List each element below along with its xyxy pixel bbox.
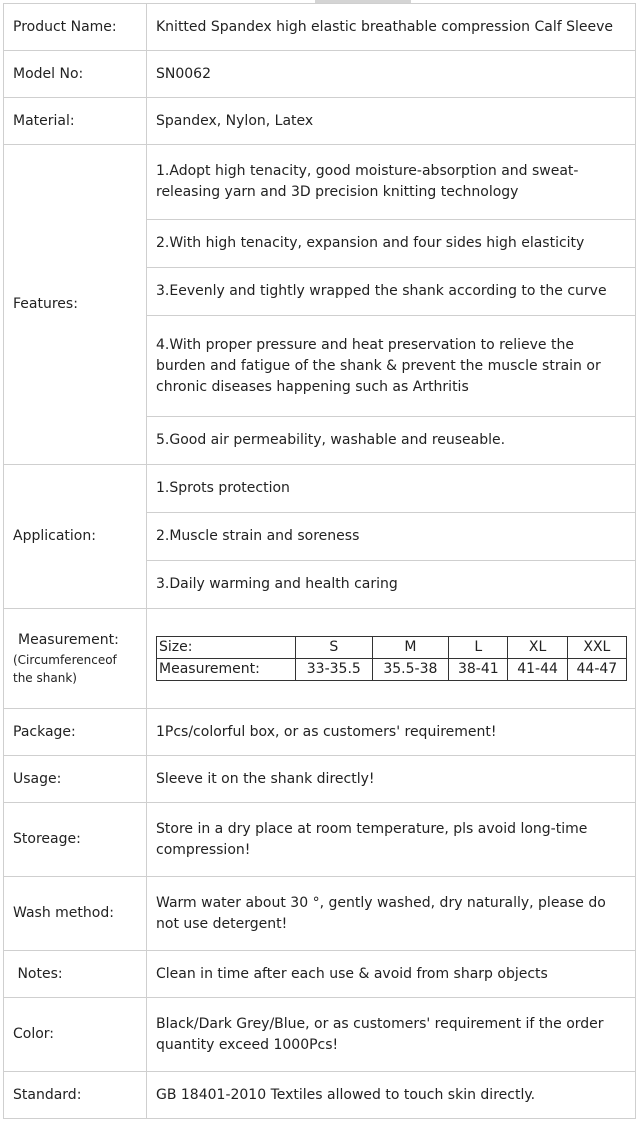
size-cell: M <box>372 637 449 659</box>
row-standard <box>4 1072 636 1119</box>
feature-text: 1.Adopt high tenacity, good moisture-absorption and sweat-releasing yarn and 3D precision knitting technology <box>156 163 579 200</box>
product-name-label: Product Name: <box>4 4 147 51</box>
notes-label <box>4 951 147 998</box>
measurement-label: Measurement: <box>18 632 119 648</box>
application-item <box>147 513 635 561</box>
storage-value: Store in a dry place at room temperature, pls avoid long-time compression! <box>147 803 636 877</box>
feature-item <box>147 220 635 268</box>
size-header: Size: <box>157 637 296 659</box>
row-usage <box>4 756 636 803</box>
feature-item <box>147 145 635 220</box>
row-application <box>4 465 636 609</box>
measurement-cell: 38-41 <box>449 659 508 681</box>
row-material <box>4 98 636 145</box>
application-text: 1.Sprots protection <box>156 480 290 496</box>
package-label: Package: <box>4 709 147 756</box>
application-text: 3.Daily warming and health caring <box>156 576 398 592</box>
size-row <box>157 637 627 659</box>
feature-text: 2.With high tenacity, expansion and four sides high elasticity <box>156 235 585 251</box>
feature-text: 4.With proper pressure and heat preservation to relieve the burden and fatigue of the shank & prevent the muscle strain or chronic diseases happening such as Arthritis <box>156 336 601 395</box>
model-no-label: Model No: <box>4 51 147 98</box>
wash-method-label: Wash method: <box>4 877 147 951</box>
product-name-value: Knitted Spandex high elastic breathable compression Calf Sleeve <box>147 4 636 51</box>
application-list <box>147 465 636 609</box>
row-measurement <box>4 609 636 709</box>
color-value: Black/Dark Grey/Blue, or as customers' requirement if the order quantity exceed 1000Pcs! <box>147 998 636 1072</box>
row-product-name <box>4 4 636 51</box>
size-cell: XXL <box>567 637 626 659</box>
row-wash-method <box>4 877 636 951</box>
package-value: 1Pcs/colorful box, or as customers' requirement! <box>147 709 636 756</box>
row-notes <box>4 951 636 998</box>
size-table <box>156 636 627 681</box>
measurement-value-cell <box>147 609 636 709</box>
feature-item <box>147 417 635 464</box>
application-item <box>147 561 635 608</box>
size-cell: XL <box>508 637 567 659</box>
measurement-cell: 44-47 <box>567 659 626 681</box>
feature-text: 5.Good air permeability, washable and reuseable. <box>156 432 506 448</box>
measurement-label-cell <box>4 609 147 709</box>
size-cell: L <box>449 637 508 659</box>
measurement-header: Measurement: <box>157 659 296 681</box>
feature-item <box>147 268 635 316</box>
standard-label: Standard: <box>4 1072 147 1119</box>
application-text: 2.Muscle strain and soreness <box>156 528 360 544</box>
storage-label: Storeage: <box>4 803 147 877</box>
feature-text: 3.Eevenly and tightly wrapped the shank according to the curve <box>156 283 607 299</box>
row-model-no <box>4 51 636 98</box>
measurement-note: (Circumferenceof the shank) <box>13 653 117 685</box>
row-package <box>4 709 636 756</box>
usage-value: Sleeve it on the shank directly! <box>147 756 636 803</box>
color-label: Color: <box>4 998 147 1072</box>
features-list <box>147 145 636 465</box>
row-features <box>4 145 636 465</box>
usage-label: Usage: <box>4 756 147 803</box>
features-label: Features: <box>4 145 147 465</box>
model-no-value: SN0062 <box>147 51 636 98</box>
feature-item <box>147 316 635 417</box>
notes-label-text: Notes: <box>17 965 63 982</box>
row-color <box>4 998 636 1072</box>
notes-value: Clean in time after each use & avoid from sharp objects <box>147 951 636 998</box>
measurement-cell: 33-35.5 <box>296 659 373 681</box>
application-item <box>147 465 635 513</box>
size-cell: S <box>296 637 373 659</box>
row-storage <box>4 803 636 877</box>
measurement-row <box>157 659 627 681</box>
measurement-cell: 41-44 <box>508 659 567 681</box>
material-value: Spandex, Nylon, Latex <box>147 98 636 145</box>
material-label: Material: <box>4 98 147 145</box>
standard-value: GB 18401-2010 Textiles allowed to touch skin directly. <box>147 1072 636 1119</box>
measurement-cell: 35.5-38 <box>372 659 449 681</box>
application-label: Application: <box>4 465 147 609</box>
spec-table <box>3 3 636 1119</box>
wash-method-value: Warm water about 30 °, gently washed, dry naturally, please do not use detergent! <box>147 877 636 951</box>
